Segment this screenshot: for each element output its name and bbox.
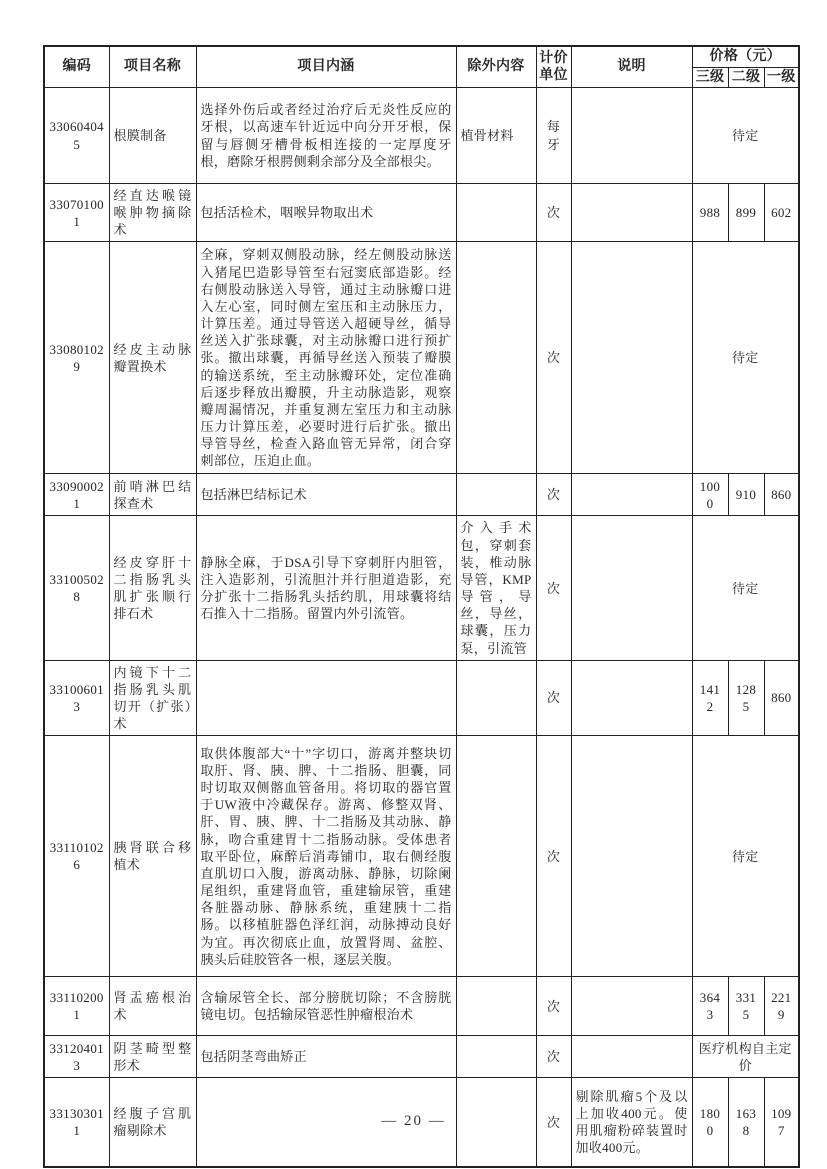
price-cell-merged: 医疗机构自主定价 (692, 1036, 799, 1078)
name-cell: 内镜下十二指肠乳头肌切开（扩张）术 (109, 660, 196, 736)
unit-cell: 次 (536, 736, 571, 977)
table-row (44, 736, 799, 977)
price-cell-level1: 1097 (764, 1078, 799, 1167)
code-cell: 331303011 (44, 1078, 109, 1167)
note-cell (571, 88, 692, 184)
note-cell (571, 977, 692, 1036)
price-cell-merged: 待定 (692, 736, 799, 977)
header-price-level-1: 一级 (764, 67, 799, 88)
content-cell: 包括淋巴结标记术 (196, 474, 456, 516)
price-cell-level3: 3643 (692, 977, 728, 1036)
page-number: — 20 — (381, 1113, 446, 1129)
code-cell: 331102001 (44, 977, 109, 1036)
header-price-level-2: 二级 (728, 67, 764, 88)
note-cell (571, 516, 692, 660)
name-cell: 肾盂癌根治术 (109, 977, 196, 1036)
table-body (44, 88, 799, 1167)
price-cell-level3: 1412 (692, 660, 728, 736)
name-cell: 经直达喉镜喉肿物摘除术 (109, 184, 196, 242)
unit-cell: 次 (536, 1078, 571, 1167)
header-note: 说明 (571, 46, 692, 88)
header-price-group: 价格（元） (692, 46, 799, 67)
unit-cell: 次 (536, 184, 571, 242)
name-cell: 根膜制备 (109, 88, 196, 184)
price-cell-level3: 988 (692, 184, 728, 242)
code-cell: 331204013 (44, 1036, 109, 1078)
excluded-cell (456, 660, 536, 736)
content-cell: 包括活检术，咽喉异物取出术 (196, 184, 456, 242)
name-cell: 经皮穿肝十二指肠乳头肌扩张顺行排石术 (109, 516, 196, 660)
content-cell (196, 660, 456, 736)
header-unit: 计价单位 (536, 46, 571, 88)
unit-cell: 次 (536, 474, 571, 516)
excluded-cell: 植骨材料 (456, 88, 536, 184)
price-cell-level3: 1000 (692, 474, 728, 516)
note-cell (571, 1036, 692, 1078)
price-cell-level2: 1285 (728, 660, 764, 736)
price-cell-level1: 860 (764, 474, 799, 516)
name-cell: 经腹子宫肌瘤剔除术 (109, 1078, 196, 1167)
price-cell-merged: 待定 (692, 88, 799, 184)
code-cell: 330701001 (44, 184, 109, 242)
unit-cell: 次 (536, 1036, 571, 1078)
table-header (44, 46, 799, 88)
table-row (44, 516, 799, 660)
content-cell: 静脉全麻，于DSA引导下穿刺肝内胆管，注入造影剂，引流胆汁并行胆道造影，充分扩张十二指肠乳头括约肌，用球囊将结石推入十二指肠。留置内外引流管。 (196, 516, 456, 660)
code-cell: 331006013 (44, 660, 109, 736)
excluded-cell (456, 977, 536, 1036)
unit-cell: 次 (536, 242, 571, 474)
table-row (44, 660, 799, 736)
table-row (44, 977, 799, 1036)
header-excluded: 除外内容 (456, 46, 536, 88)
name-cell: 阴茎畸型整形术 (109, 1036, 196, 1078)
table-row (44, 242, 799, 474)
price-cell-level1: 860 (764, 660, 799, 736)
table-row (44, 88, 799, 184)
note-cell (571, 660, 692, 736)
name-cell: 前哨淋巴结探查术 (109, 474, 196, 516)
note-cell (571, 474, 692, 516)
code-cell: 330900021 (44, 474, 109, 516)
unit-cell: 次 (536, 977, 571, 1036)
excluded-cell (456, 242, 536, 474)
price-cell-level2: 3315 (728, 977, 764, 1036)
content-cell: 选择外伤后或者经过治疗后无炎性反应的牙根，以高速车针近远中向分开牙根，保留与唇侧牙槽骨板相连接的一定厚度牙根，磨除牙根腭侧剩余部分及全部根尖。 (196, 88, 456, 184)
price-cell-level1: 602 (764, 184, 799, 242)
note-cell (571, 736, 692, 977)
table-row (44, 184, 799, 242)
price-cell-level2: 1638 (728, 1078, 764, 1167)
excluded-cell (456, 736, 536, 977)
content-cell: 全麻，穿刺双侧股动脉，经左侧股动脉送入猪尾巴造影导管至右冠窦底部造影。经右侧股动脉送入导管，通过主动脉瓣口进入左心室，同时侧左室压和主动脉压力，计算压差。通过导管送入超硬导丝，循导丝送入扩张球囊，对主动脉瓣口进行预扩张。撤出球囊，再循导丝送入预装了瓣膜的输送系统，至主动脉瓣环处，定位准确后逐步释放出瓣膜，升主动脉造影，观察瓣周漏情况，并重复测左室压力和主动脉压力计算压差，必要时进行后扩张。撤出导管导丝，检查入路血管无异常，闭合穿刺部位，压迫止血。 (196, 242, 456, 474)
excluded-cell (456, 474, 536, 516)
code-cell: 330604045 (44, 88, 109, 184)
unit-cell: 每牙 (536, 88, 571, 184)
price-cell-merged: 待定 (692, 242, 799, 474)
header-code: 编码 (44, 46, 109, 88)
note-cell: 剔除肌瘤5个及以上加收400元。使用肌瘤粉碎装置时加收400元。 (571, 1078, 692, 1167)
content-cell: 包括阴茎弯曲矫正 (196, 1036, 456, 1078)
price-cell-level2: 910 (728, 474, 764, 516)
table-row (44, 1036, 799, 1078)
name-cell: 胰肾联合移植术 (109, 736, 196, 977)
medical-service-price-table (43, 45, 800, 1168)
note-cell (571, 242, 692, 474)
code-cell: 331005028 (44, 516, 109, 660)
content-cell: 含输尿管全长、部分膀胱切除；不含膀胱镜电切。包括输尿管恶性肿瘤根治术 (196, 977, 456, 1036)
header-name: 项目名称 (109, 46, 196, 88)
code-cell: 330801029 (44, 242, 109, 474)
note-cell (571, 184, 692, 242)
code-cell: 331101026 (44, 736, 109, 977)
excluded-cell: 介入手术包，穿刺套装，椎动脉导管，KMP导管，导丝，导丝，球囊，压力泵，引流管 (456, 516, 536, 660)
price-cell-level3: 1800 (692, 1078, 728, 1167)
content-cell: 取供体腹部大“十”字切口，游离并整块切取肝、肾、胰、脾、十二指肠、胆囊，同时切取双侧髂血管备用。将切取的器官置于UW液中冷藏保存。游离、修整双肾、肝、胃、胰、脾、十二指肠及其动脉、静脉，吻合重建胃十二指肠动脉。受体患者取平卧位，麻醉后消毒铺巾，取右侧经腹直肌切口入腹，游离动脉、静脉，切除阑尾组织，重建肾血管，重建输尿管，重建各脏器动脉、静脉系统，重建胰十二指肠。以移植脏器色泽红润，动脉搏动良好为宜。再次彻底止血，放置肾周、盆腔、胰头后硅胶管各一根，逐层关腹。 (196, 736, 456, 977)
unit-cell: 次 (536, 516, 571, 660)
header-price-level-3: 三级 (692, 67, 728, 88)
price-cell-level1: 2219 (764, 977, 799, 1036)
name-cell: 经皮主动脉瓣置换术 (109, 242, 196, 474)
header-content: 项目内涵 (196, 46, 456, 88)
excluded-cell (456, 1036, 536, 1078)
price-cell-merged: 待定 (692, 516, 799, 660)
excluded-cell (456, 184, 536, 242)
unit-cell: 次 (536, 660, 571, 736)
price-cell-level2: 899 (728, 184, 764, 242)
table-row (44, 474, 799, 516)
